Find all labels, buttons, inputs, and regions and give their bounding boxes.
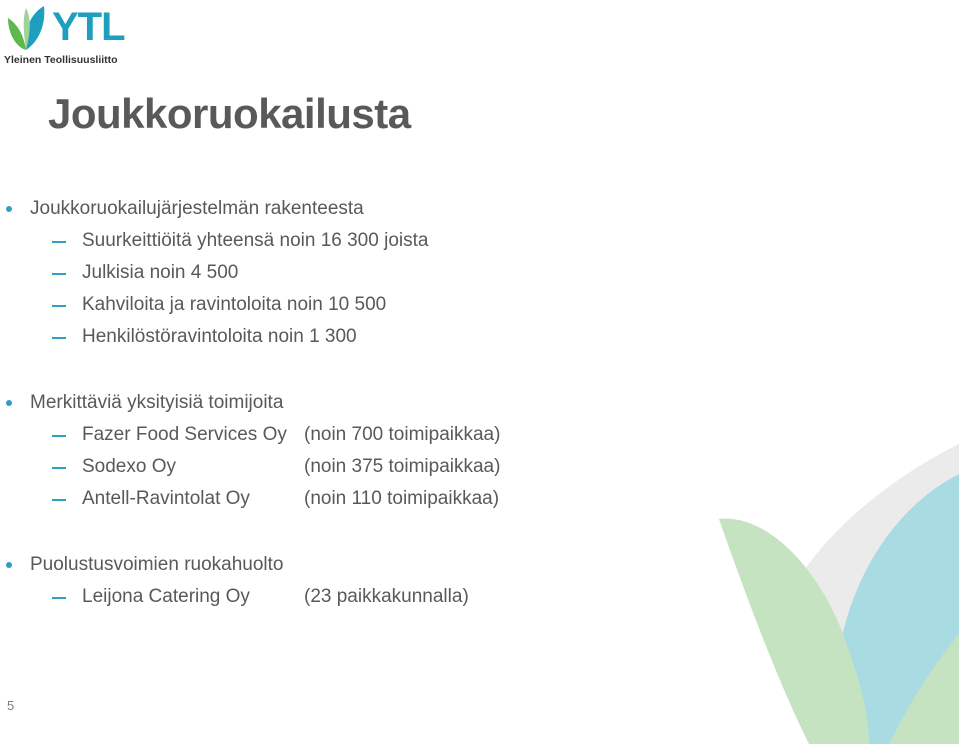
sub-bullet-detail: (noin 110 toimipaikkaa) — [304, 488, 500, 509]
sub-bullet-text: Antell-Ravintolat Oy — [82, 488, 250, 509]
sub-bullet-text: Kahviloita ja ravintoloita noin 10 500 — [82, 294, 387, 315]
sub-bullet-detail: (noin 700 toimipaikkaa) — [304, 424, 501, 445]
logo-wordmark: YTL — [52, 5, 125, 49]
bullet-text: Joukkoruokailujärjestelmän rakenteesta — [30, 198, 364, 219]
bullet-dot-icon — [6, 562, 12, 568]
dash-icon — [52, 435, 66, 437]
dash-icon — [52, 305, 66, 307]
bullet-text: Puolustusvoimien ruokahuolto — [30, 554, 284, 575]
bullet-dot-icon — [6, 400, 12, 406]
sub-bullet-text: Julkisia noin 4 500 — [82, 262, 239, 283]
leaf-logo-icon — [4, 4, 50, 52]
sub-bullet-detail: (23 paikkakunnalla) — [304, 586, 469, 607]
dash-icon — [52, 337, 66, 339]
dash-icon — [52, 273, 66, 275]
sub-bullet-text: Henkilöstöravintoloita noin 1 300 — [82, 326, 357, 347]
dash-icon — [52, 241, 66, 243]
dash-icon — [52, 499, 66, 501]
sub-bullet-text: Leijona Catering Oy — [82, 586, 250, 607]
page-number: 5 — [7, 698, 15, 713]
ytl-logo — [4, 4, 130, 66]
sub-bullet-text: Sodexo Oy — [82, 456, 176, 477]
decorative-leaves-icon — [719, 444, 959, 744]
logo-subtitle: Yleinen Teollisuusliitto — [4, 54, 118, 66]
sub-bullet-detail: (noin 375 toimipaikkaa) — [304, 456, 501, 477]
bullet-text: Merkittäviä yksityisiä toimijoita — [30, 392, 284, 413]
dash-icon — [52, 467, 66, 469]
slide-title: Joukkoruokailusta — [48, 90, 411, 137]
sub-bullet-text: Fazer Food Services Oy — [82, 424, 287, 445]
bullet-dot-icon — [6, 206, 12, 212]
sub-bullet-text: Suurkeittiöitä yhteensä noin 16 300 joista — [82, 230, 429, 251]
dash-icon — [52, 597, 66, 599]
